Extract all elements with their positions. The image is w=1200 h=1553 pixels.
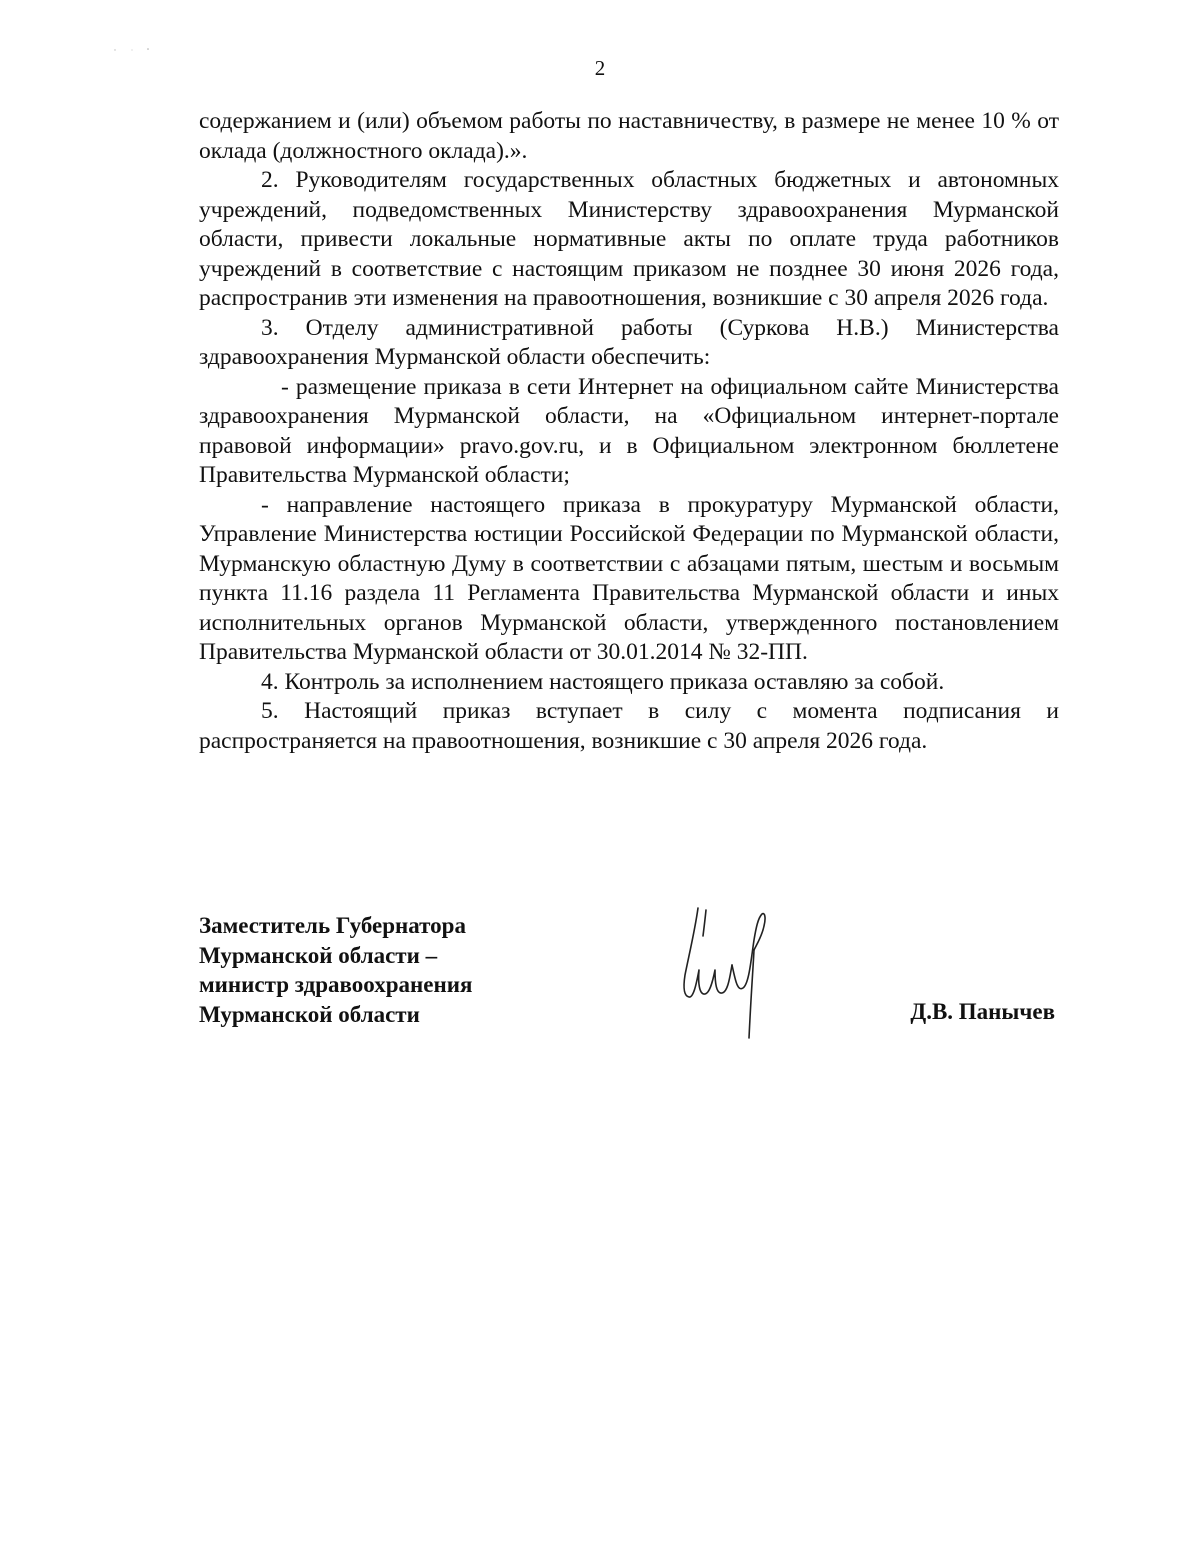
- page-number: 2: [594, 56, 606, 80]
- paragraph-item-3: 3. Отделу административной работы (Суркова Н.В.) Министерства здравоохранения Мурманской области обеспечить:: [199, 314, 1059, 370]
- signatory-position-line: Мурманской области: [199, 1001, 420, 1027]
- signatory-position: [199, 911, 472, 1029]
- paragraph-item-3-bullet-1: - размещение приказа в сети Интернет на официальном сайте Министерства здравоохранения Мурманской области, на «Официальном интернет-портале правовой информации» pravo.gov.ru, и в Официальном электронном бюллетене Правительства Мурманской области;: [199, 373, 1059, 488]
- scan-speck: [112, 40, 152, 46]
- signatory-position-line: министр здравоохранения: [199, 972, 473, 997]
- signatory-name: Д.В. Панычев: [910, 999, 1055, 1024]
- document-body: [199, 107, 1059, 756]
- paragraph-continuation: содержанием и (или) объемом работы по наставничеству, в размере не менее 10 % от оклада (должностного оклада).».: [199, 108, 1059, 164]
- handwritten-signature: [675, 900, 775, 1040]
- paragraph-item-5: 5. Настоящий приказ вступает в силу с момента подписания и распространяется на правоотношения, возникшие с 30 апреля 2026 года.: [199, 698, 1059, 754]
- signatory-position-line: Заместитель Губернатора: [199, 913, 466, 938]
- paragraph-item-4: 4. Контроль за исполнением настоящего приказа оставляю за собой.: [261, 668, 945, 695]
- paragraph-item-2: 2. Руководителям государственных областных бюджетных и автономных учреждений, подведомственных Министерству здравоохранения Мурманской области, привести локальные нормативные акты по оплате труда работников учреждений в соответствие с настоящим приказом не позднее 30 июня 2026 года, распространив эти изменения на правоотношения, возникшие с 30 апреля 2026 года.: [199, 167, 1059, 311]
- signatory-position-line: Мурманской области –: [199, 942, 438, 968]
- paragraph-item-3-bullet-2: - направление настоящего приказа в прокуратуру Мурманской области, Управление Министерства юстиции Российской Федерации по Мурманской области, Мурманскую областную Думу в соответствии с абзацами пятым, шестым и восьмым пункта 11.16 раздела 11 Регламента Правительства Мурманской области и иных исполнительных органов Мурманской области, утвержденного постановлением Правительства Мурманской области от 30.01.2014 № 32-ПП.: [199, 491, 1059, 665]
